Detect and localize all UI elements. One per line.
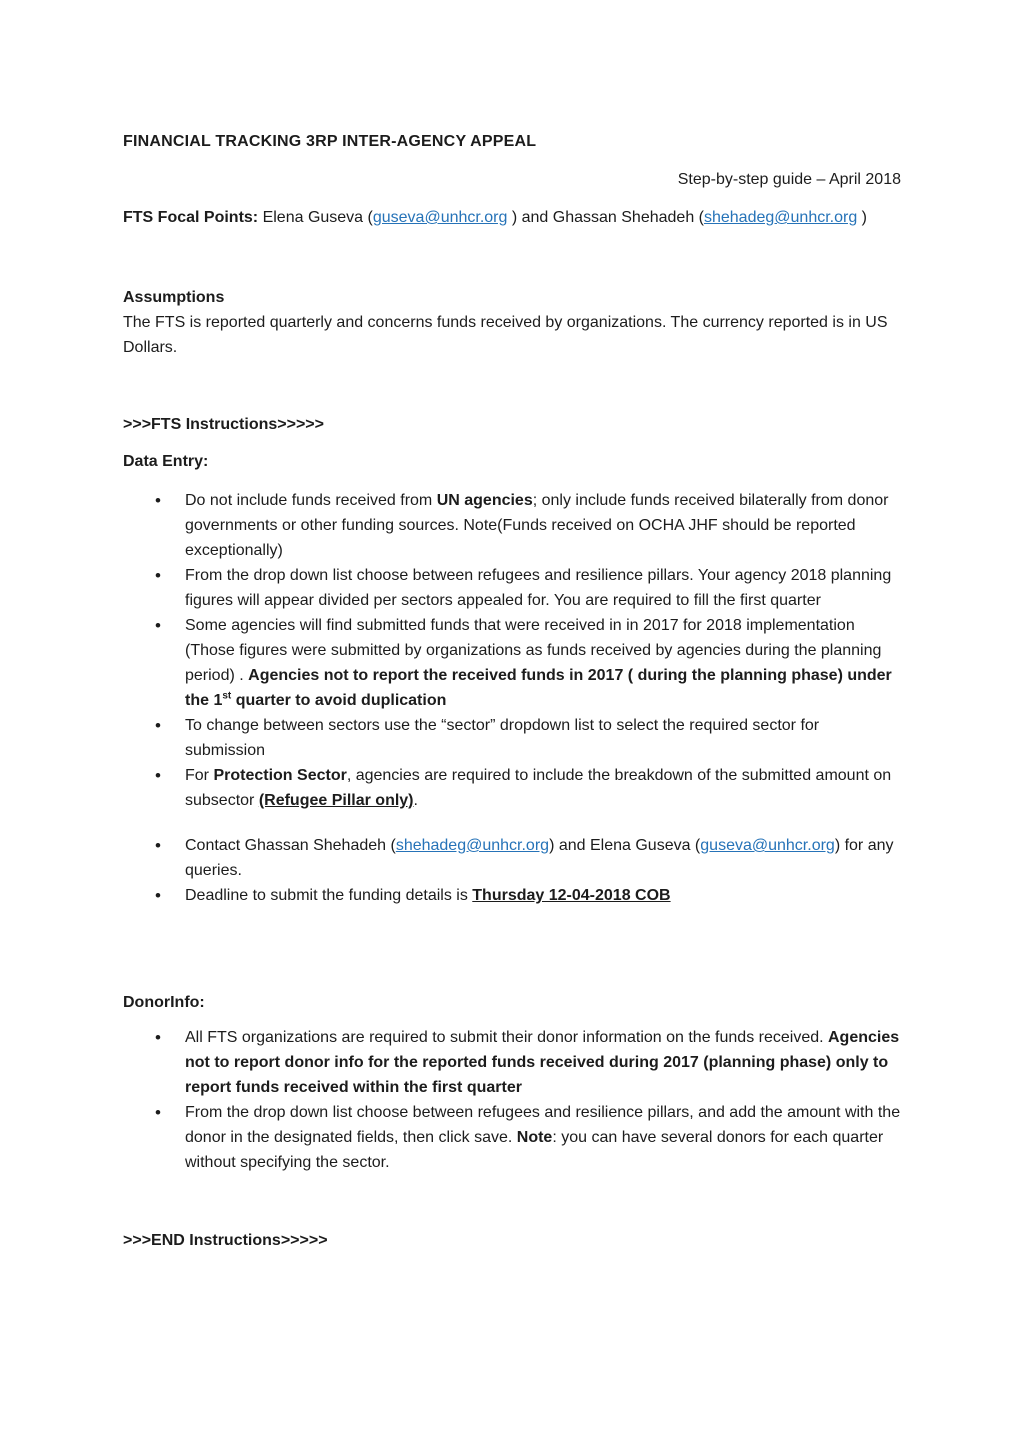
bullet-item-deadline [155,883,901,908]
end-instructions-marker: >>>END Instructions>>>>> [123,1232,328,1249]
bullet-text: From the drop down list choose between refugees and resilience pillars, and add the amount with the donor in the designated fields, then click save. [185,1104,901,1146]
document-title: FINANCIAL TRACKING 3RP INTER-AGENCY APPEAL [123,133,537,150]
bullet-item-submitted-funds-2017 [155,613,901,713]
focal-points-text-2: ) and Ghassan Shehadeh ( [507,209,704,226]
bullet-item-protection-sector [155,763,901,813]
email-link-shehadeg[interactable]: shehadeg@unhcr.org [395,837,550,854]
bullet-text: From the drop down list choose between refugees and resilience pillars. Your agency 2018 planning figures will appear divided per sectors appealed for. You are required to fill the first quarter [185,567,892,609]
focal-points-text-1: Elena Guseva ( [258,209,373,226]
data-entry-bullet-list [123,488,901,908]
data-entry-heading: Data Entry: [123,453,209,470]
deadline-date: Thursday 12-04-2018 COB [472,887,671,904]
bullet-text: Do not include funds received from [185,492,437,509]
bullet-text: For [185,767,214,784]
bullet-bold-underline-text: (Refugee Pillar only) [258,792,414,809]
assumptions-heading: Assumptions [123,289,225,306]
bullet-text: Contact Ghassan Shehadeh ( [185,837,396,854]
bullet-text: Deadline to submit the funding details is [185,887,473,904]
bullet-bold-text: quarter to avoid duplication [231,692,447,709]
ordinal-superscript: st [222,690,232,702]
email-link-guseva[interactable]: guseva@unhcr.org [372,209,508,226]
bullet-text: All FTS organizations are required to submit their donor information on the funds received. [185,1029,828,1046]
focal-points-line [123,205,901,230]
bullet-text: To change between sectors use the “sector” dropdown list to select the required sector for submission [185,717,820,759]
bullet-text: Some agencies will find submitted funds that were received in in 2017 for 2018 implementation (Those figures were submitted by organizations as funds received by agencies during the planning period) . [185,617,882,684]
bullet-bold-text: Agencies not to report the received funds in 2017 ( during the planning phase) under the 1 [185,667,892,709]
bullet-item-dropdown-pillars [155,563,901,613]
bullet-bold-text: Agencies not to report donor info for the reported funds received during 2017 (planning phase) only to report funds received within the first quarter [185,1029,900,1096]
email-link-guseva[interactable]: guseva@unhcr.org [700,837,835,854]
fts-instructions-start-marker: >>>FTS Instructions>>>>> [123,416,324,433]
document-subtitle: Step-by-step guide – April 2018 [677,171,901,188]
donor-info-bullet-list [123,1025,901,1175]
donor-info-heading: DonorInfo: [123,994,205,1011]
bullet-text: . [413,792,418,809]
bullet-bold-text: Note [516,1129,553,1146]
bullet-item-un-agencies [155,488,901,563]
bullet-item-sector-dropdown [155,713,901,763]
bullet-bold-text: Protection Sector [213,767,347,784]
focal-points-label: FTS Focal Points: [123,209,259,226]
email-link-shehadeg[interactable]: shehadeg@unhcr.org [703,209,858,226]
bullet-text: ; only include funds received bilaterally from donor governments or other funding sources. Note(Funds received on OCHA JHF should be reported exceptionally) [185,492,889,559]
bullet-text: , agencies are required to include the breakdown of the submitted amount on subsector [185,767,892,809]
focal-points-text-3: ) [857,209,868,226]
bullet-text: : you can have several donors for each quarter without specifying the sector. [185,1129,884,1171]
bullet-bold-text: UN agencies [436,492,533,509]
bullet-item-donor-dropdown [155,1100,901,1175]
bullet-item-contact-queries [155,833,901,883]
bullet-item-donor-submission [155,1025,901,1100]
bullet-text: ) for any queries. [185,837,894,879]
bullet-text: ) and Elena Guseva ( [549,837,701,854]
assumptions-body: The FTS is reported quarterly and concerns funds received by organizations. The currency reported is in US Dollars. [123,314,888,356]
